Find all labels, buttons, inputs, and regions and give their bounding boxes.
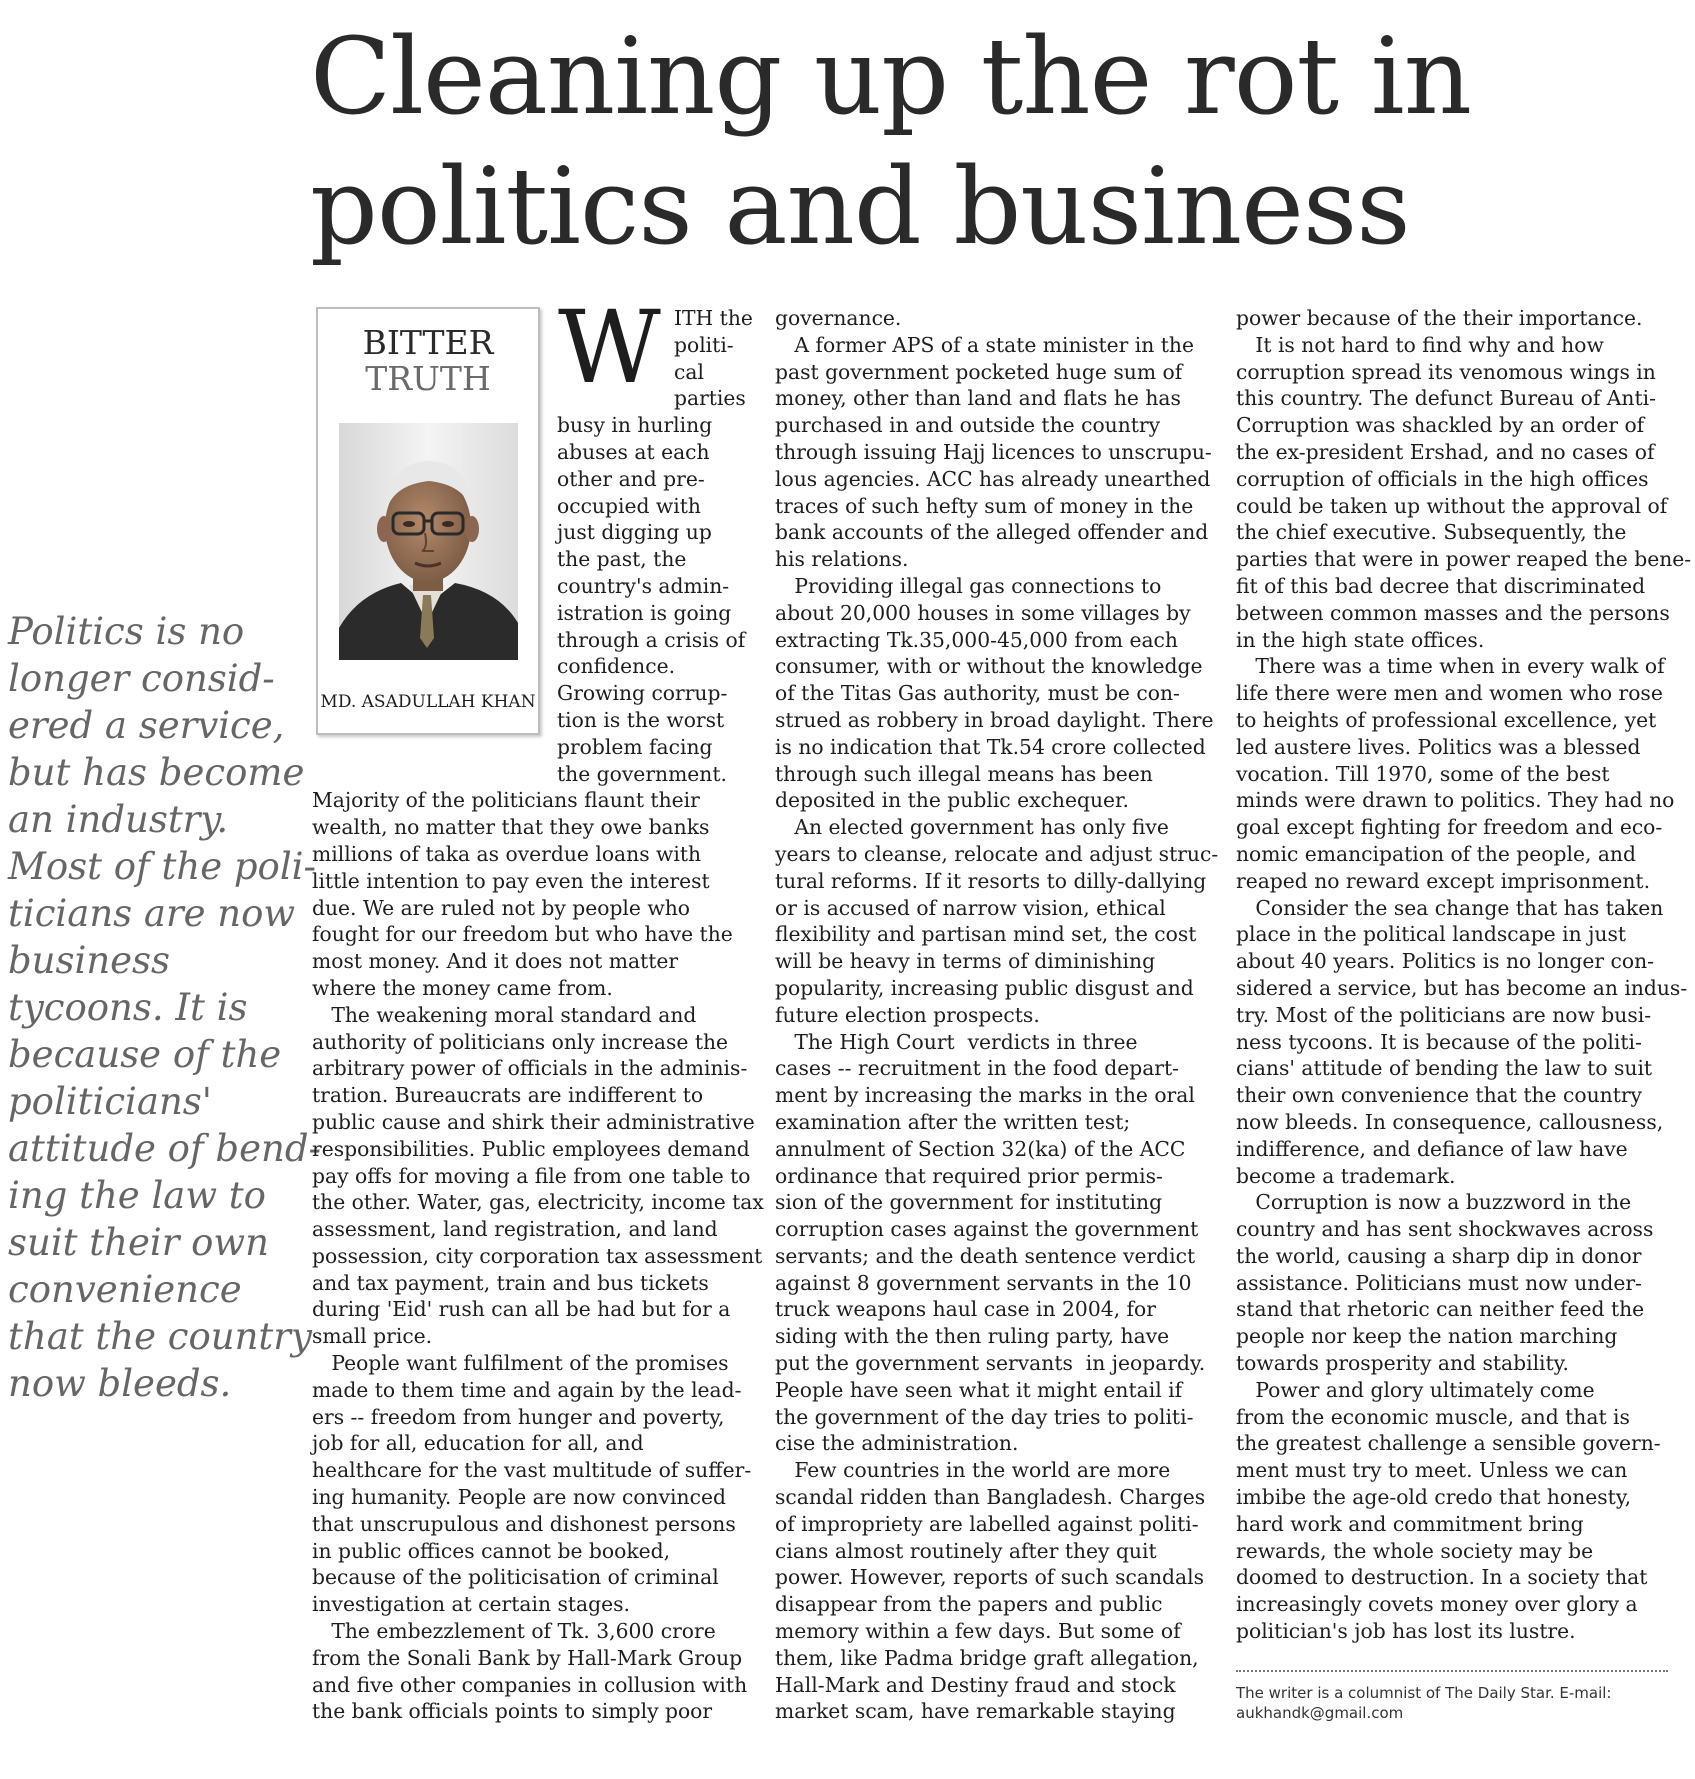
text-line: People have seen what it might entail if [775, 1377, 1183, 1402]
article-column-2 [775, 305, 1219, 1725]
text-line: bank accounts of the alleged offender and [775, 520, 1209, 545]
pull-quote-line: an industry. [8, 798, 229, 841]
text-line: during 'Eid' rush can all be had but for a [312, 1297, 731, 1322]
text-line: annulment of Section 32(ka) of the ACC [775, 1136, 1186, 1161]
text-line: popularity, increasing public disgust and [775, 975, 1194, 1000]
text-line: doomed to destruction. In a society that [1236, 1565, 1648, 1590]
text-line: in public offices cannot be booked, [312, 1538, 671, 1563]
pull-quote-line: ticians are now [8, 892, 296, 935]
text-line: or is accused of narrow vision, ethical [775, 895, 1166, 920]
text-line: the greatest challenge a sensible govern- [1236, 1431, 1661, 1456]
text-line: imbibe the age-old credo that honesty, [1236, 1485, 1632, 1510]
text-line: market scam, have remarkable staying [775, 1699, 1176, 1724]
text-line: reaped no reward except imprisonment. [1236, 868, 1651, 893]
text-line: power. However, reports of such scandals [775, 1565, 1204, 1590]
text-line: scandal ridden than Bangladesh. Charges [775, 1485, 1206, 1510]
text-line: disappear from the papers and public [775, 1592, 1163, 1617]
writer-email[interactable]: aukhandk@gmail.com [1236, 1704, 1404, 1722]
text-line: cases -- recruitment in the food depart- [775, 1056, 1179, 1081]
text-line: little intention to pay even the interest [312, 868, 710, 893]
text-line: and tax payment, train and bus tickets [312, 1270, 709, 1295]
text-line: Consider the sea change that has taken [1236, 895, 1664, 920]
text-line: in the high state offices. [1236, 627, 1485, 652]
text-line: power because of the their importance. [1236, 306, 1643, 330]
text-line: the other. Water, gas, electricity, income tax [312, 1190, 764, 1215]
text-line: goal except fighting for freedom and eco- [1236, 815, 1663, 840]
text-line: just digging up [557, 520, 712, 545]
headline-line: politics and business [310, 145, 1410, 268]
text-line: put the government servants in jeopardy. [775, 1351, 1206, 1376]
text-line: the government. [557, 761, 727, 786]
text-line: Growing corrup- [557, 681, 728, 706]
text-line: strued as robbery in broad daylight. There [775, 707, 1214, 732]
text-line: governance. [775, 306, 902, 330]
text-line: through issuing Hajj licences to unscrupu- [775, 439, 1212, 464]
text-line: lous agencies. ACC has already unearthed [775, 466, 1211, 491]
text-line: them, like Padma bridge graft allegation, [775, 1645, 1199, 1670]
text-line: hard work and commitment bring [1236, 1511, 1584, 1536]
drop-cap: W [558, 289, 661, 406]
pull-quote-line: ing the law to [8, 1174, 266, 1217]
text-line: vocation. Till 1970, some of the best [1236, 761, 1610, 786]
pull-quote-line: suit their own [8, 1221, 269, 1264]
pull-quote [8, 608, 322, 1407]
text-line: cise the administration. [775, 1431, 1019, 1456]
text-line: now bleeds. In consequence, callousness, [1236, 1109, 1664, 1134]
text-line: Power and glory ultimately come [1236, 1377, 1595, 1402]
text-line: A former APS of a state minister in the [775, 332, 1194, 357]
text-line: through such illegal means has been [775, 761, 1153, 786]
pull-quote-line: tycoons. It is [8, 986, 248, 1029]
text-line: wealth, no matter that they owe banks [312, 815, 710, 840]
text-line: and five other companies in collusion with [312, 1672, 748, 1697]
text-line: corruption spread its venomous wings in [1236, 359, 1656, 384]
pull-quote-line: because of the [8, 1033, 282, 1076]
dotted-divider [1236, 1670, 1668, 1672]
pull-quote-line: politicians' [8, 1080, 212, 1123]
column-name-line: BITTER [362, 323, 494, 362]
text-line: investigation at certain stages. [312, 1592, 630, 1617]
text-line: An elected government has only five [775, 815, 1169, 840]
text-line: There was a time when in every walk of [1236, 654, 1665, 679]
text-line: assistance. Politicians must now under- [1236, 1270, 1642, 1295]
text-line: tion is the worst [557, 707, 725, 732]
text-line: the world, causing a sharp dip in donor [1236, 1243, 1642, 1268]
text-line: between common masses and the persons [1236, 600, 1670, 625]
text-line: siding with the then ruling party, have [775, 1324, 1170, 1349]
text-line: country's admin- [557, 573, 730, 598]
author-name: MD. ASADULLAH KHAN [320, 692, 536, 712]
column-name-line: TRUTH [365, 359, 491, 398]
text-line: become a trademark. [1236, 1163, 1456, 1188]
text-line: parties [674, 386, 746, 411]
text-line: will be heavy in terms of diminishing [775, 949, 1156, 974]
text-line: made to them time and again by the lead- [312, 1377, 742, 1402]
text-line: It is not hard to find why and how [1236, 332, 1604, 357]
text-line: istration is going [557, 600, 732, 625]
text-line: stand that rhetoric can neither feed the [1236, 1297, 1645, 1322]
text-line: the past, the [557, 547, 687, 572]
text-line: that unscrupulous and dishonest persons [312, 1511, 736, 1536]
text-line: extracting Tk.35,000-45,000 from each [775, 627, 1178, 652]
text-line: consumer, with or without the knowledge [775, 654, 1203, 679]
text-line: Corruption was shackled by an order of [1236, 413, 1645, 438]
text-line: parties that were in power reaped the bene- [1236, 547, 1692, 572]
text-line: abuses at each [557, 439, 710, 464]
text-line: towards prosperity and stability. [1236, 1351, 1569, 1376]
text-line: of the Titas Gas authority, must be con- [775, 681, 1180, 706]
text-line: memory within a few days. But some of [775, 1619, 1181, 1644]
text-line: Providing illegal gas connections to [775, 573, 1162, 598]
text-line: millions of taka as overdue loans with [312, 841, 702, 866]
text-line: sidered a service, but has become an indus- [1236, 975, 1688, 1000]
text-line: because of the politicisation of criminal [312, 1565, 719, 1590]
drop-cap-wrap-text [557, 305, 757, 787]
text-line: politician's job has lost its lustre. [1236, 1619, 1576, 1644]
text-line: truck weapons haul case in 2004, for [775, 1297, 1156, 1322]
text-line: servants; and the death sentence verdict [775, 1243, 1196, 1268]
text-line: public cause and shirk their administrative [312, 1109, 755, 1134]
text-line: could be taken up without the approval of [1236, 493, 1668, 518]
text-line: pay offs for moving a file from one table to [312, 1163, 751, 1188]
text-line: tration. Bureaucrats are indifferent to [312, 1083, 704, 1108]
text-line: their own convenience that the country [1236, 1083, 1642, 1108]
article-column-1 [312, 305, 764, 1725]
text-line: corruption of officials in the high offices [1236, 466, 1649, 491]
text-line: the government of the day tries to politi- [775, 1404, 1194, 1429]
text-line: healthcare for the vast multitude of suffer- [312, 1458, 752, 1483]
pull-quote-line: ered a service, [8, 704, 285, 747]
pull-quote-line: Politics is no [8, 610, 245, 653]
text-line: flexibility and partisan mind set, the cost [775, 922, 1197, 947]
text-line: responsibilities. Public employees demand [312, 1136, 750, 1161]
text-line: due. We are ruled not by people who [312, 895, 690, 920]
text-line: Hall-Mark and Destiny fraud and stock [775, 1672, 1176, 1697]
pull-quote-line: but has become [8, 751, 305, 794]
text-line: job for all, education for all, and [312, 1431, 644, 1456]
pull-quote-line: Most of the poli- [8, 845, 316, 888]
pull-quote-line: convenience [8, 1268, 242, 1311]
text-line: the ex-president Ershad, and no cases of [1236, 439, 1655, 464]
text-line: small price. [312, 1324, 433, 1349]
text-line: assessment, land registration, and land [312, 1217, 718, 1242]
text-line: Corruption is now a buzzword in the [1236, 1190, 1632, 1215]
text-line: other and pre- [557, 466, 705, 491]
text-line: ment must try to meet. Unless we can [1236, 1458, 1628, 1483]
text-line: about 40 years. Politics is no longer con- [1236, 949, 1655, 974]
text-line: traces of such hefty sum of money in the [775, 493, 1194, 518]
text-line: place in the political landscape in just [1236, 922, 1627, 947]
pull-quote-line: longer consid- [8, 657, 275, 700]
text-line: The embezzlement of Tk. 3,600 crore [312, 1619, 716, 1644]
text-line: fought for our freedom but who have the [312, 922, 733, 947]
text-line: The weakening moral standard and [312, 1002, 697, 1027]
text-line: minds were drawn to politics. They had no [1236, 788, 1675, 813]
text-line: of impropriety are labelled against politi- [775, 1511, 1199, 1536]
text-line: The High Court verdicts in three [775, 1029, 1138, 1054]
text-line: ers -- freedom from hunger and poverty, [312, 1404, 725, 1429]
text-line: against 8 government servants in the 10 [775, 1270, 1192, 1295]
pull-quote-line: business [8, 939, 171, 982]
text-line: People want fulfilment of the promises [312, 1351, 729, 1376]
text-line: is no indication that Tk.54 crore collected [775, 734, 1206, 759]
text-line: authority of politicians only increase the [312, 1029, 729, 1054]
text-line: deposited in the public exchequer. [775, 788, 1129, 813]
text-line: fit of this bad decree that discriminated [1236, 573, 1646, 598]
text-line: the bank officials points to simply poor [312, 1699, 713, 1724]
text-line: past government pocketed huge sum of [775, 359, 1183, 384]
text-line: ing humanity. People are now convinced [312, 1485, 726, 1510]
text-line: Majority of the politicians flaunt their [312, 788, 700, 813]
text-line: purchased in and outside the country [775, 413, 1161, 438]
pull-quote-line: now bleeds. [8, 1362, 232, 1405]
text-line: ITH the [674, 306, 753, 330]
text-line: corruption cases against the government [775, 1217, 1199, 1242]
text-line: most money. And it does not matter [312, 949, 679, 974]
text-line: life there were men and women who rose [1236, 681, 1663, 706]
text-line: the chief executive. Subsequently, the [1236, 520, 1627, 545]
text-line: ordinance that required prior permis- [775, 1163, 1163, 1188]
text-line: nomic emancipation of the people, and [1236, 841, 1636, 866]
text-line: through a crisis of [557, 627, 746, 652]
text-line: from the Sonali Bank by Hall-Mark Group [312, 1645, 743, 1670]
text-line: examination after the written test; [775, 1109, 1131, 1134]
text-line: ment by increasing the marks in the oral [775, 1083, 1195, 1108]
text-line: future election prospects. [775, 1002, 1040, 1027]
text-line: arbitrary power of officials in the adminis- [312, 1056, 748, 1081]
writer-note [1236, 1683, 1676, 1723]
text-line: where the money came from. [312, 975, 613, 1000]
text-line: increasingly covets money over glory a [1236, 1592, 1638, 1617]
text-line: years to cleanse, relocate and adjust struc- [775, 841, 1219, 866]
text-line: try. Most of the politicians are now busi- [1236, 1002, 1652, 1027]
text-line: possession, city corporation tax assessment [312, 1243, 763, 1268]
text-line: rewards, the whole society may be [1236, 1538, 1594, 1563]
text-line: sion of the government for instituting [775, 1190, 1163, 1215]
text-line: his relations. [775, 547, 909, 572]
text-line: led austere lives. Politics was a blessed [1236, 734, 1641, 759]
text-line: country and has sent shockwaves across [1236, 1217, 1654, 1242]
text-line: politi- [674, 332, 734, 357]
text-line: ness tycoons. It is because of the politi- [1236, 1029, 1642, 1054]
text-line: from the economic muscle, and that is [1236, 1404, 1630, 1429]
writer-note-line: The writer is a columnist of The Daily Star. E-mail: [1236, 1684, 1612, 1702]
text-line: cians' attitude of bending the law to suit [1236, 1056, 1653, 1081]
text-line: people nor keep the nation marching [1236, 1324, 1618, 1349]
pull-quote-line: attitude of bend- [8, 1127, 322, 1170]
text-line: cal [674, 359, 704, 384]
text-line: occupied with [557, 493, 701, 518]
text-line: busy in hurling [557, 413, 713, 438]
headline [310, 12, 1690, 272]
text-line: money, other than land and flats he has [775, 386, 1181, 411]
article-column-3 [1236, 305, 1692, 1645]
text-line: confidence. [557, 654, 676, 679]
text-line: tural reforms. If it resorts to dilly-dallying [775, 868, 1207, 893]
pull-quote-line: that the country [8, 1315, 312, 1358]
text-line: to heights of professional excellence, yet [1236, 707, 1657, 732]
text-line: indifference, and defiance of law have [1236, 1136, 1628, 1161]
text-line: this country. The defunct Bureau of Anti- [1236, 386, 1656, 411]
text-line: about 20,000 houses in some villages by [775, 600, 1191, 625]
text-line: Few countries in the world are more [775, 1458, 1171, 1483]
text-line: cians almost routinely after they quit [775, 1538, 1157, 1563]
text-line: problem facing [557, 734, 713, 759]
headline-line: Cleaning up the rot in [310, 15, 1471, 138]
